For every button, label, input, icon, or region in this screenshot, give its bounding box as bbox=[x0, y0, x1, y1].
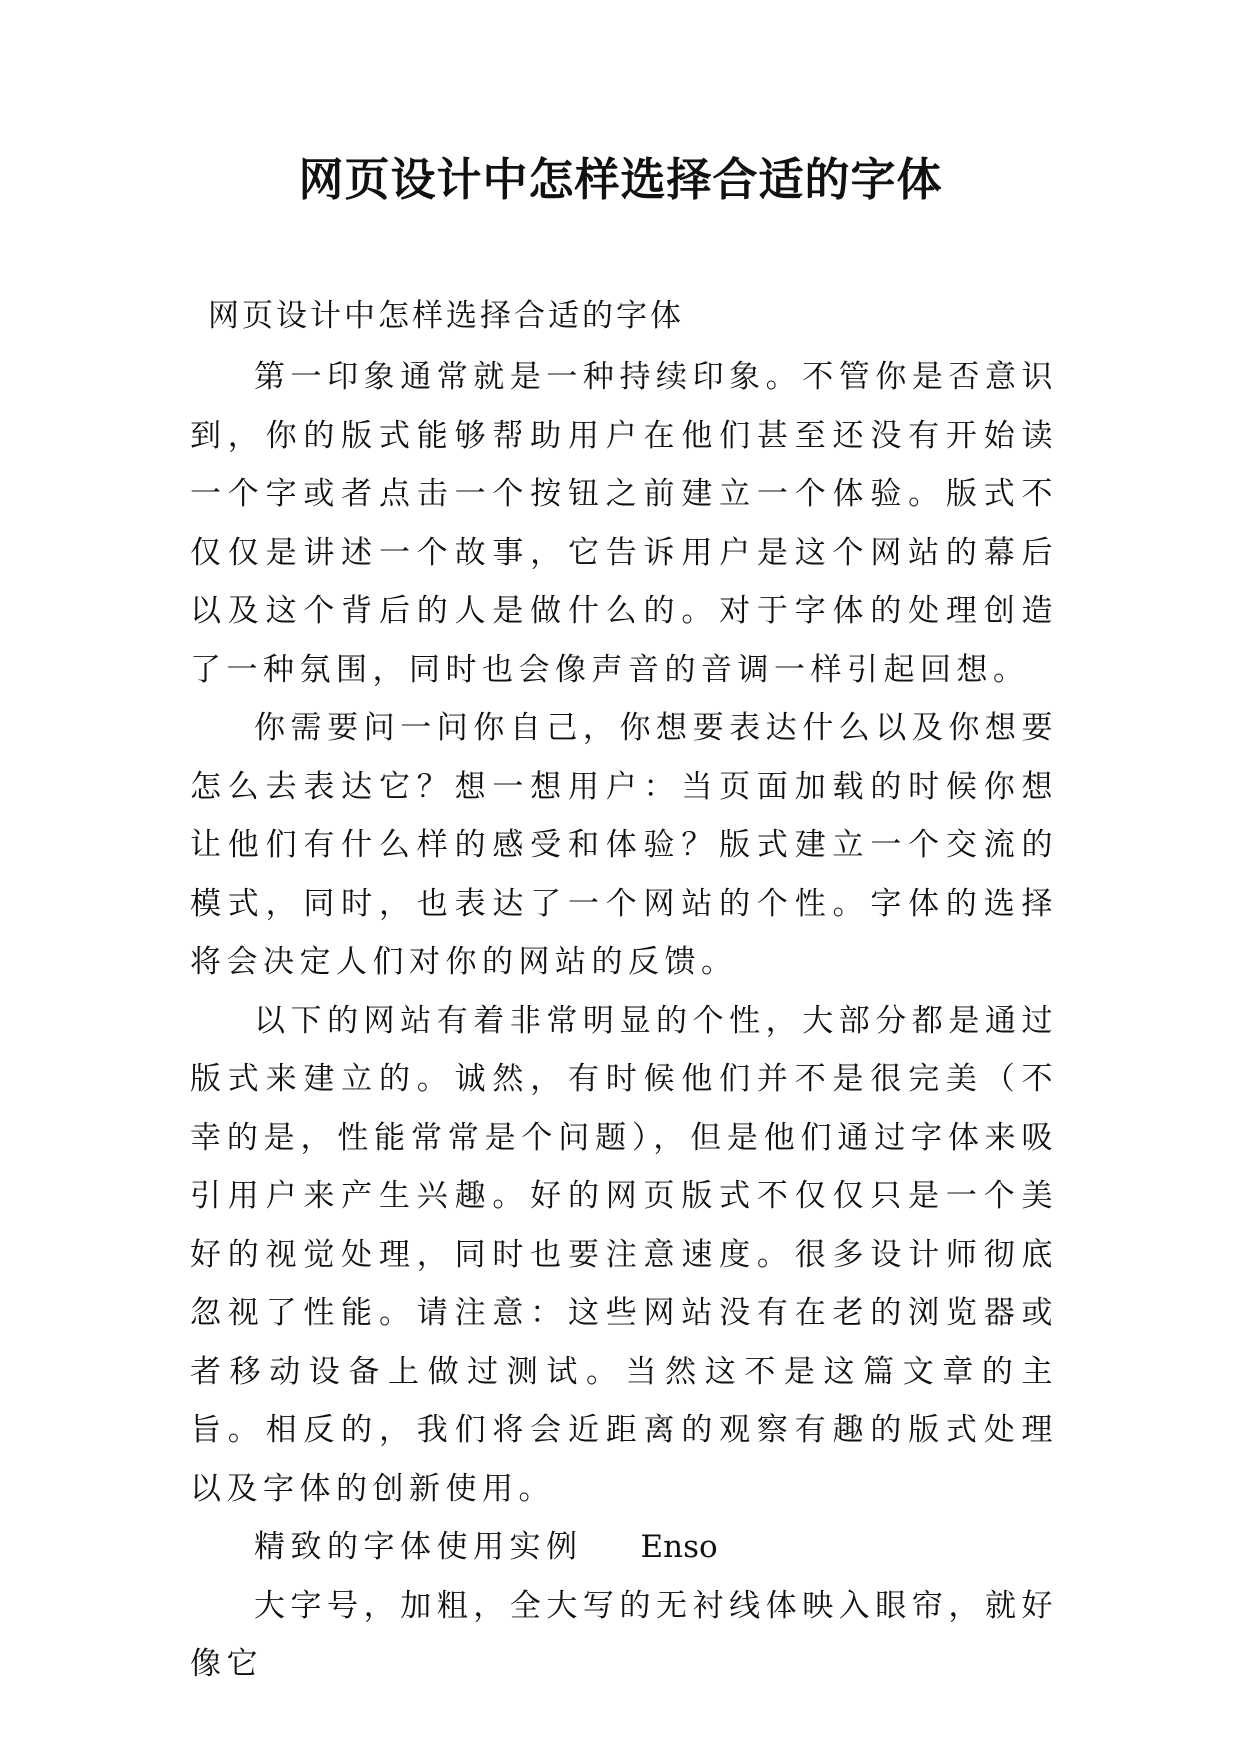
paragraph-3: 以下的网站有着非常明显的个性，大部分都是通过版式来建立的。诚然，有时候他们并不是很完美（不幸的是，性能常常是个问题），但是他们通过字体来吸引用户来产生兴趣。好的网页版式不仅仅只是一个美好的视觉处理，同时也要注意速度。很多设计师彻底忽视了性能。请注意：这些网站没有在老的浏览器或者移动设备上做过测试。当然这不是这篇文章的主旨。相反的，我们将会近距离的观察有趣的版式处理以及字体的创新使用。 bbox=[190, 1002, 1058, 1507]
document-subtitle: 网页设计中怎样选择合适的字体 bbox=[208, 298, 684, 334]
section-heading-text: 精致的字体使用实例 bbox=[254, 1529, 583, 1565]
document-body bbox=[190, 348, 1058, 1694]
paragraph-4: 大字号，加粗，全大写的无衬线体映入眼帘，就好像它 bbox=[190, 1587, 1058, 1682]
paragraph-1: 第一印象通常就是一种持续印象。不管你是否意识到，你的版式能够帮助用户在他们甚至还没有开始读一个字或者点击一个按钮之前建立一个体验。版式不仅仅是讲述一个故事，它告诉用户是这个网站的幕后以及这个背后的人是做什么的。对于字体的处理创造了一种氛围，同时也会像声音的音调一样引起回想。 bbox=[190, 359, 1058, 688]
section-heading bbox=[190, 1518, 1058, 1577]
document-title: 网页设计中怎样选择合适的字体 bbox=[298, 153, 943, 206]
section-heading-en: Enso bbox=[640, 1529, 718, 1565]
paragraph-2: 你需要问一问你自己，你想要表达什么以及你想要怎么去表达它？想一想用户：当页面加载的时候你想让他们有什么样的感受和体验？版式建立一个交流的模式，同时，也表达了一个网站的个性。字体的选择将会决定人们对你的网站的反馈。 bbox=[190, 710, 1058, 980]
